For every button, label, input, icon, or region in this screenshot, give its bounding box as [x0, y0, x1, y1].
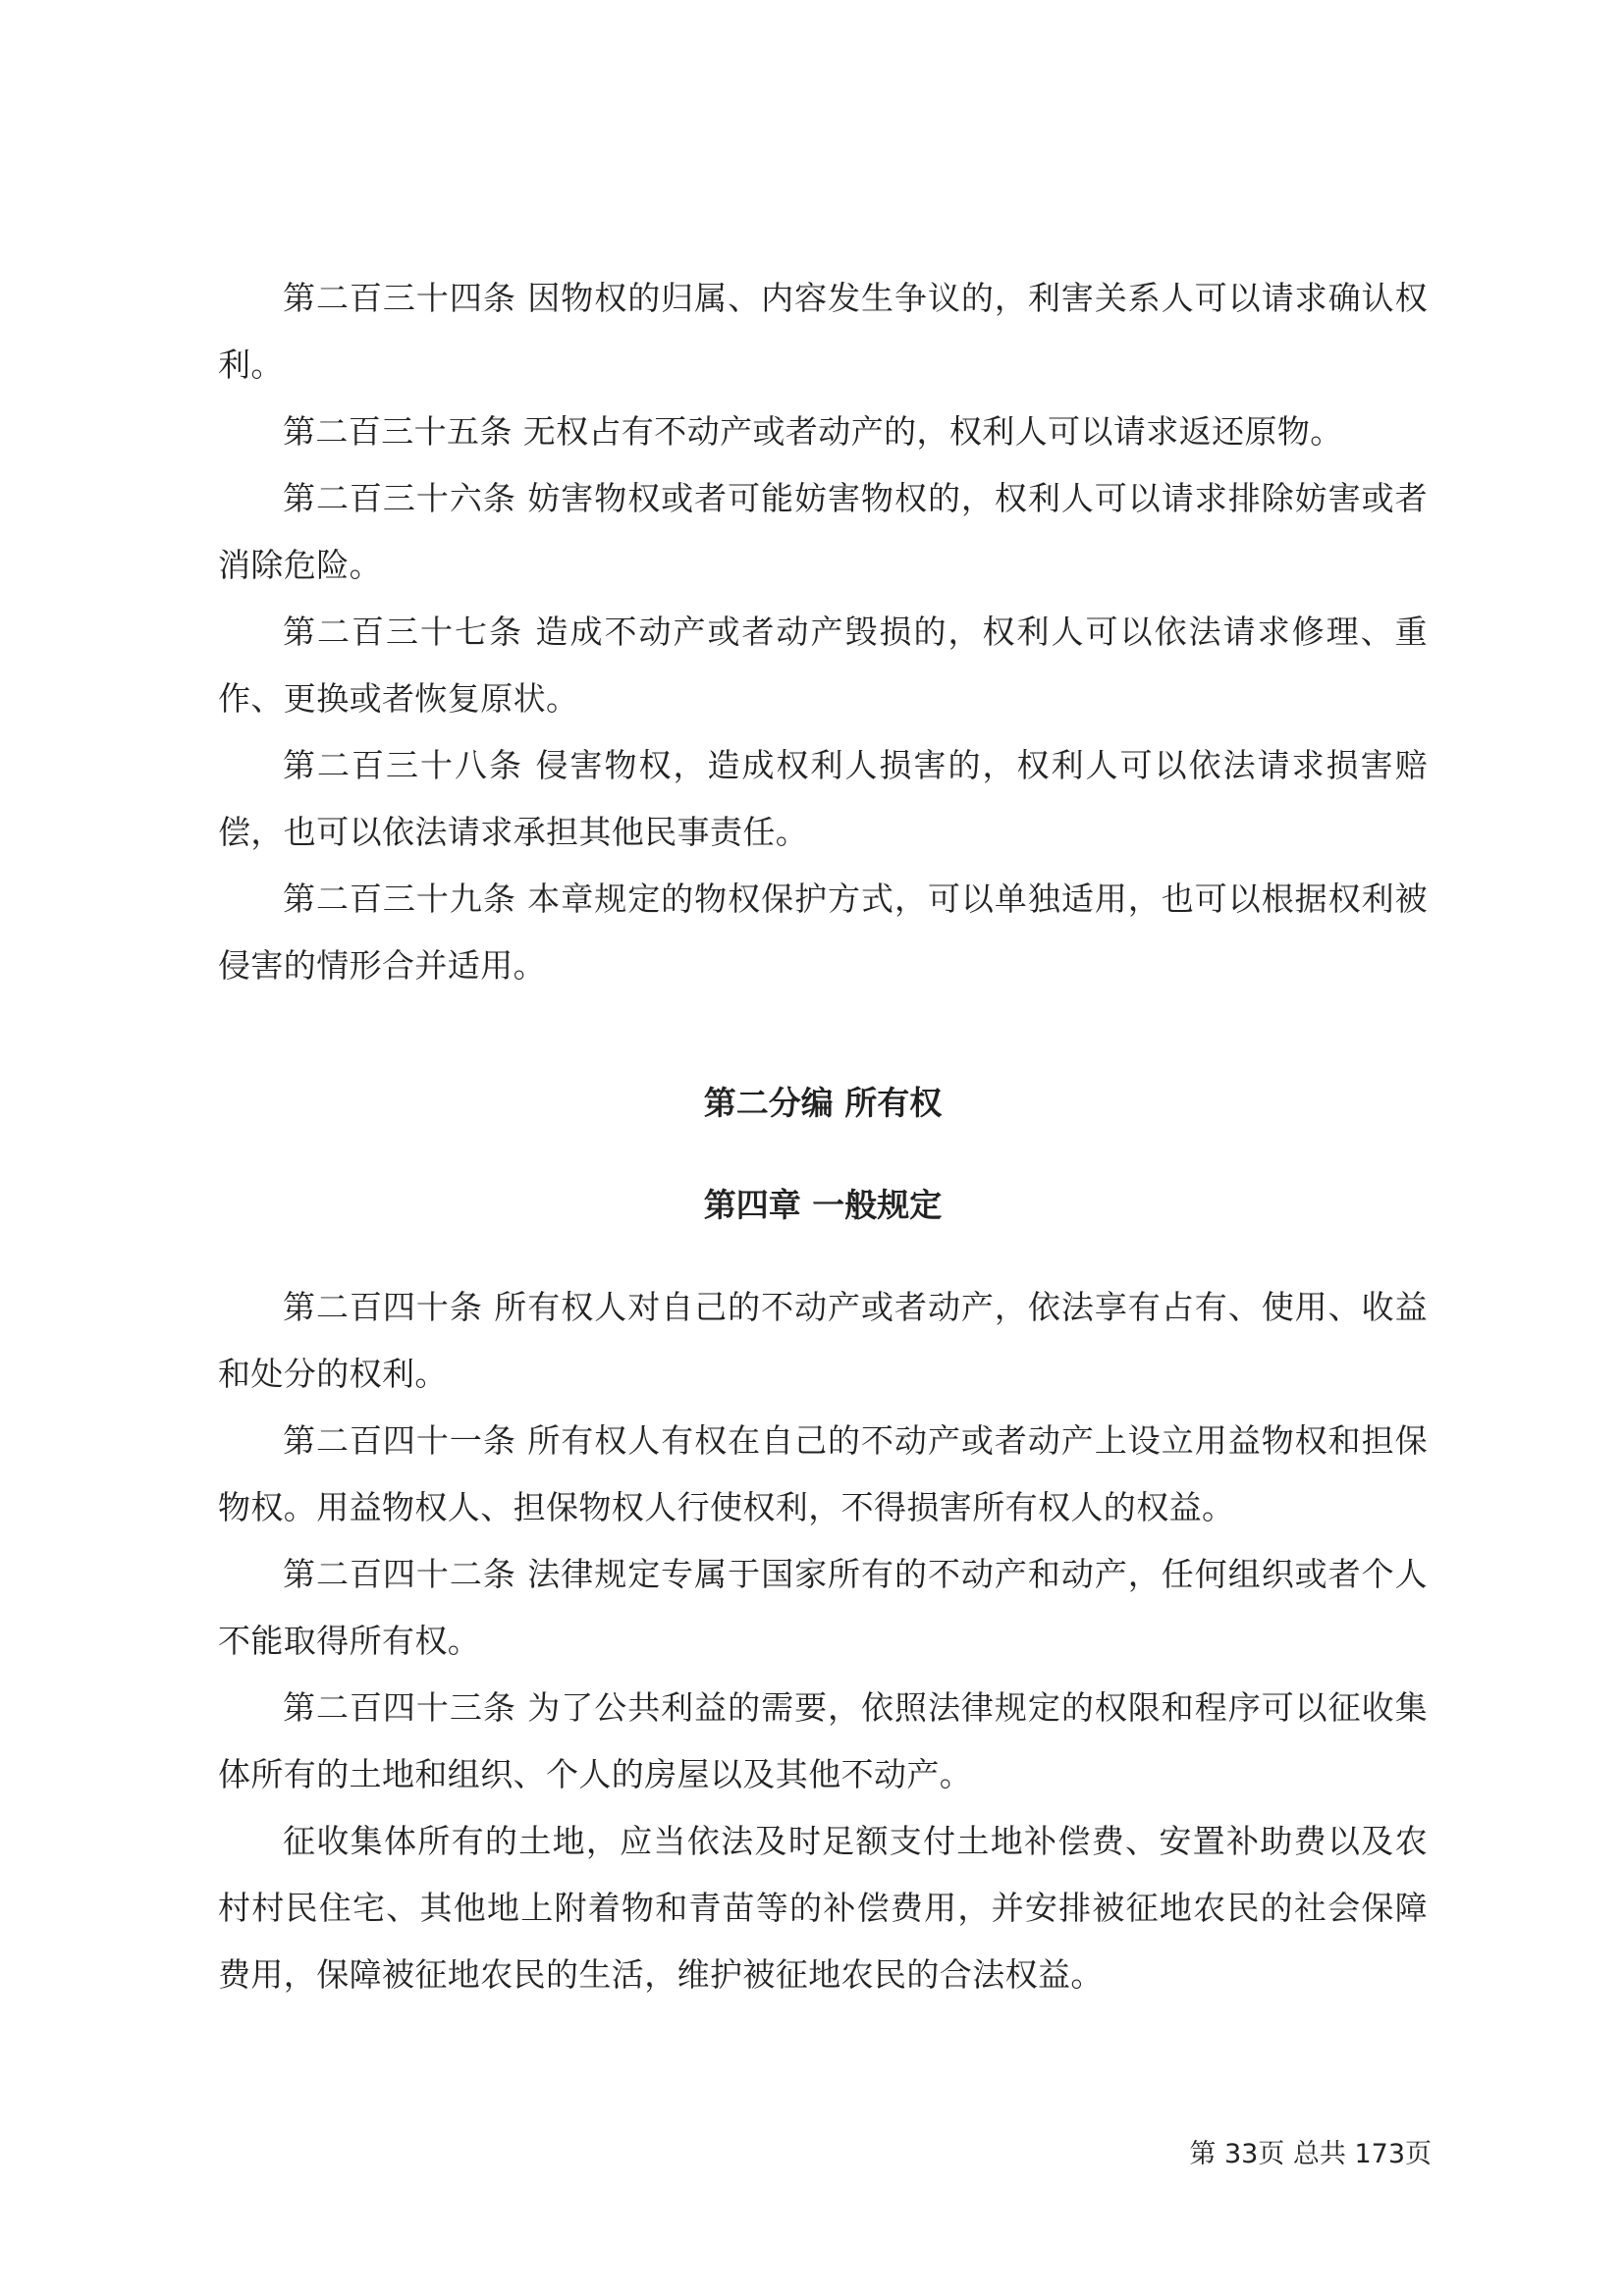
article-240: 第二百四十条 所有权人对自己的不动产或者动产，依法享有占有、使用、收益和处分的权利。 — [218, 1288, 1428, 1393]
chapter-heading: 第四章 一般规定 — [703, 1186, 943, 1224]
article-236: 第二百三十六条 妨害物权或者可能妨害物权的，权利人可以请求排除妨害或者消除危险。 — [218, 479, 1428, 584]
article-238: 第二百三十八条 侵害物权，造成权利人损害的，权利人可以依法请求损害赔偿，也可以依法请求承担其他民事责任。 — [218, 746, 1428, 851]
article-243-continued: 征收集体所有的土地，应当依法及时足额支付土地补偿费、安置补助费以及农村村民住宅、其他地上附着物和青苗等的补偿费用，并安排被征地农民的社会保障费用，保障被征地农民的生活，维护被征地农民的合法权益。 — [218, 1822, 1428, 1994]
article-235: 第二百三十五条 无权占有不动产或者动产的，权利人可以请求返还原物。 — [283, 412, 1343, 451]
article-237: 第二百三十七条 造成不动产或者动产毁损的，权利人可以依法请求修理、重作、更换或者恢复原状。 — [218, 613, 1428, 718]
page-footer: 第 33页 总共 173页 — [1189, 2139, 1432, 2169]
article-234: 第二百三十四条 因物权的归属、内容发生争议的，利害关系人可以请求确认权利。 — [218, 279, 1428, 384]
article-239: 第二百三十九条 本章规定的物权保护方式，可以单独适用，也可以根据权利被侵害的情形合并适用。 — [218, 880, 1428, 985]
part-heading: 第二分编 所有权 — [703, 1084, 943, 1122]
article-241: 第二百四十一条 所有权人有权在自己的不动产或者动产上设立用益物权和担保物权。用益物权人、担保物权人行使权利，不得损害所有权人的权益。 — [218, 1421, 1428, 1526]
article-242: 第二百四十二条 法律规定专属于国家所有的不动产和动产，任何组织或者个人不能取得所有权。 — [218, 1555, 1428, 1660]
document-body — [218, 265, 1428, 2008]
article-243: 第二百四十三条 为了公共利益的需要，依照法律规定的权限和程序可以征收集体所有的土地和组织、个人的房屋以及其他不动产。 — [218, 1688, 1428, 1793]
